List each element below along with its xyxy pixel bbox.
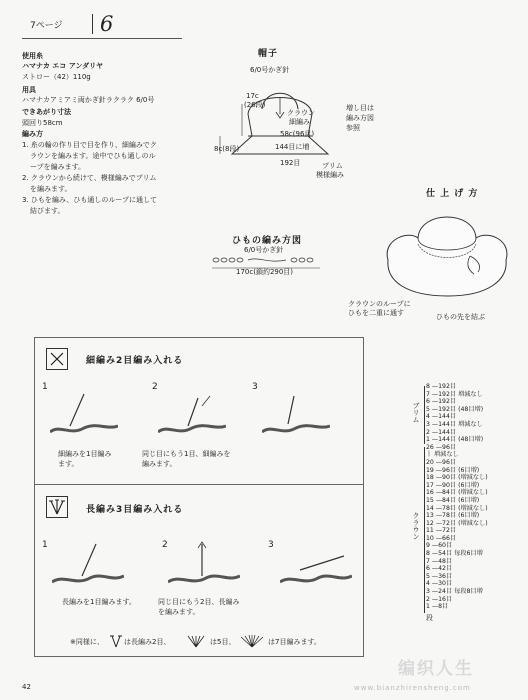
- step-number: 1: [42, 382, 48, 392]
- table-row: 3 —24目 毎段8目増: [426, 588, 483, 596]
- cord-title: ひもの編み方図: [232, 236, 303, 246]
- table-row: 3 —144目 増減なし: [426, 420, 483, 428]
- double-crochet-increase-symbol: [46, 496, 68, 518]
- table-row: 18 —90目 (増減なし): [426, 474, 488, 482]
- technique1-step1-text: ます。: [58, 460, 79, 468]
- size-line: 頭回り58cm: [22, 119, 63, 127]
- yarn-color: ストロー（42）110g: [22, 73, 91, 81]
- table-row: 5 —36目: [426, 572, 453, 580]
- brim-depth: 8c(8段): [214, 145, 240, 153]
- tools-heading: 用具: [22, 86, 36, 94]
- table-row: 4 —144目: [426, 413, 457, 421]
- technique2-step1-text: 長編みを1目編みます。: [62, 598, 136, 606]
- technique1-step2-text: 編みます。: [142, 460, 177, 468]
- table-row: 2 —144目: [426, 428, 457, 436]
- technique2-step2-text: を編みます。: [158, 608, 200, 616]
- table-row: 9 —60目: [426, 542, 453, 550]
- step-number: 2: [152, 382, 158, 392]
- technique2-step2-text: 同じ目にもう2目、長編み: [158, 598, 240, 606]
- technique2-step2-illustration: [168, 540, 240, 592]
- single-crochet-increase-symbol: [46, 348, 68, 370]
- method-step-line: 1. 糸の輪の作り目で目を作り、細編みでク: [22, 141, 157, 149]
- method-step-line: を編みます。: [30, 185, 72, 193]
- table-row: 10 —66目: [426, 534, 457, 542]
- table-row: 2 —16目: [426, 595, 453, 603]
- finishing-label-loop: クラウンのループに: [348, 300, 411, 308]
- technique1-step3-illustration: [262, 388, 330, 444]
- table-row: 6 —42目: [426, 565, 453, 573]
- page-number: 42: [22, 683, 31, 691]
- method-step-line: 結びます。: [30, 207, 65, 215]
- table-row: 20 —96目: [426, 458, 457, 466]
- page-reference: 7ページ: [30, 21, 63, 31]
- double-crochet-2-symbol: [110, 634, 122, 648]
- header-rule: [22, 38, 182, 39]
- crown-name: クラウン: [287, 109, 315, 117]
- technique2-step1-illustration: [52, 540, 124, 592]
- table-row: 15 —84目 (6目増): [426, 496, 480, 504]
- technique1-step1-illustration: [50, 388, 118, 444]
- header-divider: [92, 14, 93, 34]
- table-row: 13 —78目 (6目増): [426, 512, 480, 520]
- brim-label: ブリム: [412, 402, 420, 423]
- brim-stitch: 模様編み: [316, 171, 344, 179]
- table-row: ㅣ 増減なし: [426, 451, 459, 459]
- table-row: 8 —54目 毎段6目増: [426, 550, 483, 558]
- brim-total: 192目: [280, 159, 301, 167]
- double-crochet-7-symbol: [240, 634, 264, 648]
- hat-hook: 6/0号かぎ針: [250, 66, 290, 74]
- method-step-line: 2. クラウンから続けて、模様編みでブリム: [22, 174, 157, 182]
- table-row: 12 —72目 (増減なし): [426, 519, 488, 527]
- step-number: 2: [162, 540, 168, 550]
- technique2-title: 長編み3目編み入れる: [86, 505, 184, 515]
- technique2-step3-illustration: [280, 540, 352, 592]
- crown-rows: (26段): [244, 101, 266, 109]
- finishing-title: 仕 上 げ 方: [426, 189, 479, 199]
- footnote: は7目編みます。: [268, 638, 321, 646]
- cord-length: 170c(鎖約290目): [236, 268, 294, 276]
- step-number: 3: [252, 382, 258, 392]
- technique1-step1-text: 細編みを1目編み: [58, 450, 112, 458]
- double-crochet-5-symbol: [186, 634, 206, 648]
- table-row: 1 —8目: [426, 603, 449, 611]
- technique1-title: 細編み2目編み入れる: [86, 356, 184, 366]
- increase-note: 参照: [346, 124, 360, 132]
- method-step-line: ープを編みます。: [30, 163, 86, 171]
- brim-bracket: [424, 386, 425, 444]
- crown-depth: 17c: [246, 92, 259, 100]
- finishing-label-loop: ひもを二重に通す: [348, 309, 404, 317]
- brim-name: ブリム: [322, 162, 343, 170]
- table-row: 6 —192目: [426, 398, 457, 406]
- footnote: は長編み2目、: [124, 638, 171, 646]
- footnote: は5目、: [210, 638, 236, 646]
- step-number: 1: [42, 540, 48, 550]
- hat-diagram-title: 帽子: [258, 49, 279, 59]
- increase-note: 編み方図: [346, 114, 374, 122]
- table-row: 7 —48目: [426, 557, 453, 565]
- watermark-text: 编织人生: [398, 659, 474, 679]
- technique1-step2-text: 同じ目にもう1目、細編みを: [142, 450, 231, 458]
- method-step-line: 3. ひもを編み、ひも通しのループに通して: [22, 196, 157, 204]
- tools-line: ハマナカアミアミ両かぎ針ラクラク 6/0号: [22, 96, 155, 104]
- table-row: 26 —96目: [426, 443, 457, 451]
- yarn-name: ハマナカ エコ アンダリヤ: [22, 62, 104, 70]
- watermark-url: www.bianzhirensheng.com: [354, 684, 471, 692]
- step-number: 3: [268, 540, 274, 550]
- crown-width: 58c(96目): [280, 130, 315, 138]
- crown-stitch: 細編み: [289, 118, 310, 126]
- table-row: 7 —192目 増減なし: [426, 390, 483, 398]
- yarn-heading: 使用糸: [22, 52, 43, 60]
- table-row: 4 —30目: [426, 580, 453, 588]
- table-row: 5 —192目 (48目増): [426, 405, 484, 413]
- method-heading: 編み方: [22, 130, 43, 138]
- increase-note: 増し目は: [346, 104, 374, 112]
- cord-hook: 6/0号かぎ針: [244, 246, 284, 254]
- table-row: 16 —84目 (増減なし): [426, 489, 488, 497]
- table-row: 14 —78目 (増減なし): [426, 504, 488, 512]
- finished-hat-illustration: [378, 200, 516, 310]
- row-table: [426, 383, 488, 611]
- table-row: 11 —72目: [426, 527, 457, 535]
- technique1-step2-illustration: [158, 388, 226, 444]
- finishing-label-tie: ひもの先を結ぶ: [436, 313, 485, 321]
- footnote: ※同様に、: [70, 638, 104, 646]
- pattern-number: 6: [100, 12, 114, 36]
- brim-increase: 144目に増: [275, 143, 310, 151]
- row-unit-label: 段: [426, 614, 433, 622]
- crown-label: クラウン: [412, 512, 420, 540]
- table-row: 8 —192目: [426, 383, 457, 390]
- table-row: 19 —96目 (6目増): [426, 466, 480, 474]
- technique-divider: [34, 484, 364, 485]
- crown-bracket: [424, 447, 425, 613]
- table-row: 17 —90目 (6目増): [426, 481, 480, 489]
- size-heading: できあがり寸法: [22, 108, 71, 116]
- table-row: 1 —144目 (48目増): [426, 436, 484, 444]
- method-step-line: ラウンを編みます。途中でひも通しのル: [30, 152, 156, 160]
